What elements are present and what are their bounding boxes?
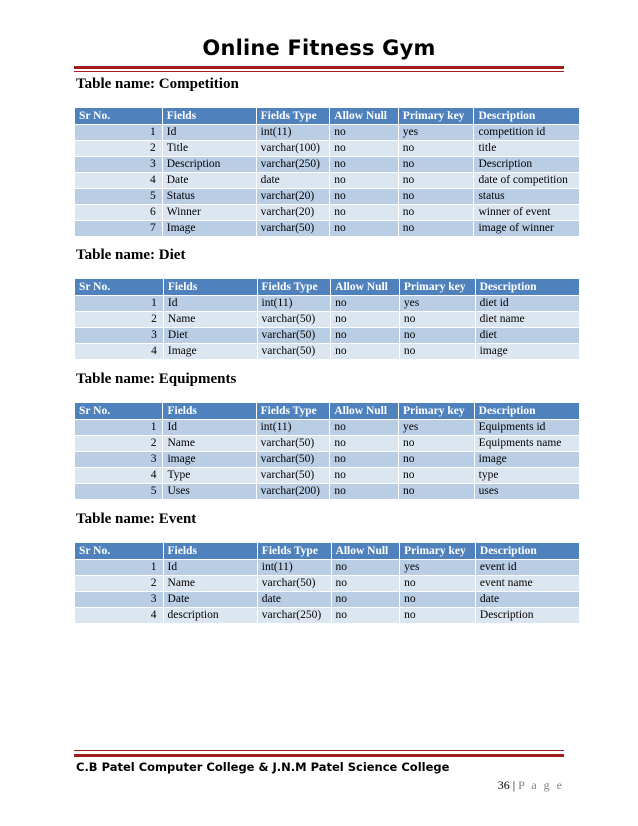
cell-primary-key: no [398,157,474,173]
cell-sr-no: 7 [75,221,163,237]
section-title-event: Table name: Event [76,511,197,527]
cell-sr-no: 4 [75,173,163,189]
col-header-sr-no: Sr No. [75,543,164,560]
cell-field: Date [163,592,257,608]
col-header-sr-no: Sr No. [75,403,163,420]
cell-sr-no: 3 [75,157,163,173]
cell-field: Title [162,141,256,157]
cell-primary-key: yes [399,296,475,312]
section-title-competition: Table name: Competition [76,76,239,92]
cell-field-type: varchar(250) [256,157,330,173]
section-title-diet: Table name: Diet [76,247,186,263]
cell-sr-no: 2 [75,436,163,452]
cell-allow-null: no [330,173,399,189]
cell-allow-null: no [331,576,400,592]
cell-sr-no: 1 [75,296,164,312]
cell-allow-null: no [331,560,400,576]
cell-sr-no: 1 [75,560,164,576]
cell-description: image [474,452,579,468]
cell-field-type: varchar(50) [256,468,330,484]
cell-field: Type [163,468,256,484]
cell-primary-key: no [399,344,475,360]
cell-field-type: int(11) [257,560,331,576]
col-header-fields-type: Fields Type [257,279,331,296]
cell-allow-null: no [330,221,399,237]
col-header-primary-key: Primary key [398,108,474,125]
table-row [75,328,580,344]
cell-field: Winner [162,205,256,221]
cell-allow-null: no [331,608,400,624]
cell-field-type: varchar(20) [256,205,330,221]
cell-primary-key: no [399,328,475,344]
cell-field: Name [163,312,257,328]
cell-primary-key: no [398,468,474,484]
page-word: P a g e [518,778,564,792]
cell-description: type [474,468,579,484]
cell-field: Id [163,560,257,576]
cell-field: Id [163,420,256,436]
cell-primary-key: yes [398,125,474,141]
cell-description: diet [475,328,579,344]
table-row [75,205,580,221]
cell-description: competition id [474,125,580,141]
cell-allow-null: no [330,484,399,500]
table-header-row [75,543,580,560]
cell-sr-no: 1 [75,420,163,436]
cell-field: Id [162,125,256,141]
cell-allow-null: no [331,328,400,344]
cell-description: status [474,189,580,205]
col-header-allow-null: Allow Null [330,108,399,125]
cell-allow-null: no [330,468,399,484]
table-header-row [75,279,580,296]
cell-allow-null: no [331,592,400,608]
cell-field-type: varchar(50) [257,312,331,328]
table-row [75,157,580,173]
col-header-primary-key: Primary key [399,279,475,296]
table-row [75,125,580,141]
cell-sr-no: 1 [75,125,163,141]
cell-field-type: varchar(20) [256,189,330,205]
footer-rule-thick [74,754,564,757]
cell-description: date [475,592,579,608]
cell-sr-no: 2 [75,576,164,592]
table-header-row [75,403,580,420]
cell-allow-null: no [330,436,399,452]
table-row [75,173,580,189]
cell-description: diet id [475,296,579,312]
col-header-fields-type: Fields Type [257,543,331,560]
cell-field: Name [163,576,257,592]
cell-sr-no: 5 [75,484,163,500]
col-header-sr-no: Sr No. [75,279,164,296]
table-row [75,312,580,328]
cell-field-type: int(11) [256,420,330,436]
cell-primary-key: no [398,452,474,468]
cell-primary-key: no [400,608,476,624]
cell-description: title [474,141,580,157]
table-header-row [75,108,580,125]
table-row [75,468,580,484]
cell-field: Status [162,189,256,205]
cell-sr-no: 5 [75,189,163,205]
cell-sr-no: 4 [75,608,164,624]
cell-field-type: varchar(50) [257,576,331,592]
footer-college-name: C.B Patel Computer College & J.N.M Patel Science College [76,760,450,774]
col-header-primary-key: Primary key [398,403,474,420]
cell-field-type: varchar(200) [256,484,330,500]
cell-primary-key: no [398,221,474,237]
table-row [75,452,580,468]
cell-primary-key: no [398,189,474,205]
cell-sr-no: 2 [75,141,163,157]
col-header-description: Description [475,543,579,560]
page-title: Online Fitness Gym [202,36,436,60]
col-header-allow-null: Allow Null [331,543,400,560]
table-equipments [74,402,580,500]
cell-field: Date [162,173,256,189]
cell-field-type: varchar(50) [256,436,330,452]
cell-field: description [163,608,257,624]
cell-sr-no: 3 [75,452,163,468]
cell-description: Description [475,608,579,624]
cell-primary-key: no [399,312,475,328]
cell-sr-no: 3 [75,592,164,608]
col-header-fields: Fields [163,403,256,420]
cell-allow-null: no [330,157,399,173]
table-row [75,484,580,500]
footer-rule-thin [74,750,564,751]
cell-primary-key: yes [400,560,476,576]
col-header-description: Description [475,279,579,296]
cell-description: event name [475,576,579,592]
col-header-description: Description [474,403,579,420]
cell-field-type: varchar(50) [257,328,331,344]
table-row [75,436,580,452]
col-header-fields: Fields [162,108,256,125]
cell-allow-null: no [330,420,399,436]
table-row [75,221,580,237]
table-row [75,608,580,624]
cell-description: Equipments id [474,420,579,436]
cell-primary-key: no [398,141,474,157]
col-header-fields: Fields [163,279,257,296]
cell-primary-key: no [398,173,474,189]
cell-allow-null: no [331,312,400,328]
col-header-primary-key: Primary key [400,543,476,560]
header-rule-thick [74,66,564,69]
table-row [75,420,580,436]
cell-field: Name [163,436,256,452]
cell-field-type: varchar(50) [256,221,330,237]
table-row [75,344,580,360]
cell-field-type: varchar(50) [257,344,331,360]
cell-allow-null: no [330,125,399,141]
section-title-equipments: Table name: Equipments [76,371,237,387]
cell-field-type: varchar(50) [256,452,330,468]
col-header-description: Description [474,108,580,125]
col-header-fields-type: Fields Type [256,403,330,420]
cell-primary-key: no [398,205,474,221]
cell-primary-key: yes [398,420,474,436]
cell-allow-null: no [330,452,399,468]
cell-field-type: varchar(250) [257,608,331,624]
cell-field-type: int(11) [256,125,330,141]
cell-description: diet name [475,312,579,328]
cell-primary-key: no [400,592,476,608]
table-row [75,592,580,608]
cell-allow-null: no [330,205,399,221]
table-row [75,560,580,576]
cell-primary-key: no [400,576,476,592]
cell-description: Description [474,157,580,173]
cell-field: Description [162,157,256,173]
cell-description: date of competition [474,173,580,189]
col-header-allow-null: Allow Null [331,279,400,296]
col-header-sr-no: Sr No. [75,108,163,125]
cell-allow-null: no [330,141,399,157]
col-header-allow-null: Allow Null [330,403,399,420]
cell-sr-no: 4 [75,344,164,360]
page-number [498,778,564,793]
table-row [75,141,580,157]
table-competition [74,107,580,237]
col-header-fields: Fields [163,543,257,560]
cell-description: image of winner [474,221,580,237]
cell-description: image [475,344,579,360]
cell-allow-null: no [331,344,400,360]
cell-sr-no: 3 [75,328,164,344]
cell-description: Equipments name [474,436,579,452]
table-row [75,576,580,592]
cell-allow-null: no [330,189,399,205]
cell-field-type: int(11) [257,296,331,312]
cell-description: winner of event [474,205,580,221]
col-header-fields-type: Fields Type [256,108,330,125]
cell-field: Diet [163,328,257,344]
header-rule-thin [74,71,564,72]
cell-field-type: date [257,592,331,608]
cell-field: Image [162,221,256,237]
table-diet [74,278,580,360]
table-row [75,189,580,205]
cell-primary-key: no [398,436,474,452]
table-event [74,542,580,624]
cell-allow-null: no [331,296,400,312]
cell-field-type: date [256,173,330,189]
cell-sr-no: 4 [75,468,163,484]
cell-field: image [163,452,256,468]
cell-description: uses [474,484,579,500]
cell-field: Id [163,296,257,312]
cell-sr-no: 2 [75,312,164,328]
cell-field-type: varchar(100) [256,141,330,157]
cell-sr-no: 6 [75,205,163,221]
cell-field: Image [163,344,257,360]
page-number-separator: | [512,778,516,792]
page-number-value: 36 [497,778,510,792]
cell-field: Uses [163,484,256,500]
cell-description: event id [475,560,579,576]
cell-primary-key: no [398,484,474,500]
table-row [75,296,580,312]
